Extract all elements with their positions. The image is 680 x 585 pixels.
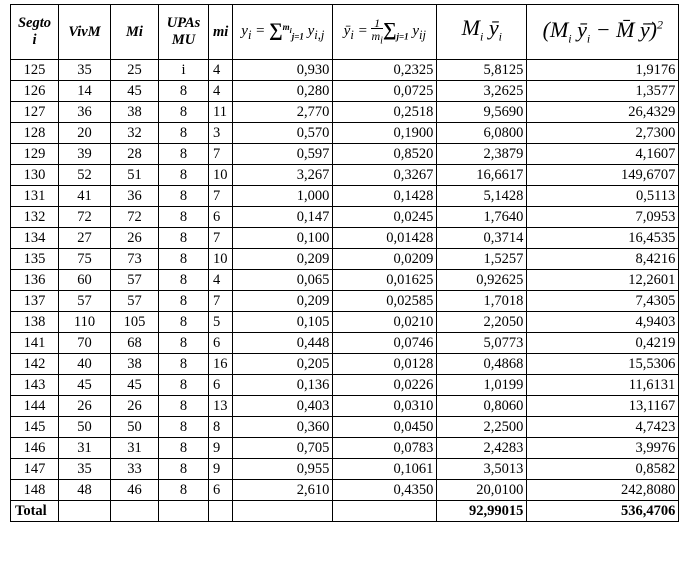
- cell-ybar: 0,1061: [333, 459, 437, 480]
- cell-y-sum: 0,403: [233, 396, 333, 417]
- cell-squared-deviation: 0,5113: [527, 186, 679, 207]
- cell-squared-deviation: 15,5306: [527, 354, 679, 375]
- cell-ybar: 0,8520: [333, 144, 437, 165]
- cell-upas: 8: [159, 417, 209, 438]
- cell-squared-deviation: 26,4329: [527, 102, 679, 123]
- cell-m: 8: [209, 417, 233, 438]
- cell-ybar: 0,0226: [333, 375, 437, 396]
- cell-ybar: 0,01625: [333, 270, 437, 291]
- cell-vivm: 27: [59, 228, 111, 249]
- table-row: [11, 186, 679, 207]
- cell-squared-deviation: 13,1167: [527, 396, 679, 417]
- cell-vivm: 20: [59, 123, 111, 144]
- cell-y-sum: 2,610: [233, 480, 333, 501]
- cell-squared-deviation: 7,0953: [527, 207, 679, 228]
- cell-y-sum: 0,147: [233, 207, 333, 228]
- cell-ybar: 0,0128: [333, 354, 437, 375]
- cell-squared-deviation: 0,8582: [527, 459, 679, 480]
- cell-squared-deviation: 4,9403: [527, 312, 679, 333]
- cell-mi-ybar: 16,6617: [437, 165, 527, 186]
- cell-mi-ybar: 1,7018: [437, 291, 527, 312]
- cell-mi: 46: [111, 480, 159, 501]
- cell-y-sum: 0,597: [233, 144, 333, 165]
- table-row: [11, 123, 679, 144]
- header-vivm: VivM: [59, 5, 111, 60]
- table-row: [11, 459, 679, 480]
- cell-segto: 136: [11, 270, 59, 291]
- cell-upas: 8: [159, 396, 209, 417]
- cell-ybar: 0,0725: [333, 81, 437, 102]
- cell-segto: 128: [11, 123, 59, 144]
- cell-mi: 105: [111, 312, 159, 333]
- header-upas: UPAs MU: [159, 5, 209, 60]
- cell-segto: 132: [11, 207, 59, 228]
- cell-mi: 26: [111, 228, 159, 249]
- cell-vivm: 70: [59, 333, 111, 354]
- cell-segto: 147: [11, 459, 59, 480]
- cell-y-sum: 0,570: [233, 123, 333, 144]
- cell-m: 6: [209, 207, 233, 228]
- cell-ybar: 0,0783: [333, 438, 437, 459]
- cell-upas: 8: [159, 249, 209, 270]
- cell-mi: 32: [111, 123, 159, 144]
- cell-upas: 8: [159, 102, 209, 123]
- cell-y-sum: 0,136: [233, 375, 333, 396]
- cell-segto: 143: [11, 375, 59, 396]
- cell-ybar: 0,01428: [333, 228, 437, 249]
- cell-upas: i: [159, 60, 209, 81]
- cell-segto: 148: [11, 480, 59, 501]
- data-table: [10, 4, 679, 522]
- table-row: [11, 102, 679, 123]
- cell-ybar: 0,1900: [333, 123, 437, 144]
- cell-vivm: 36: [59, 102, 111, 123]
- cell-vivm: 40: [59, 354, 111, 375]
- cell-vivm: 41: [59, 186, 111, 207]
- cell-m: 7: [209, 186, 233, 207]
- cell-segto: 145: [11, 417, 59, 438]
- table-row: [11, 312, 679, 333]
- cell-ybar: 0,0210: [333, 312, 437, 333]
- cell-vivm: 57: [59, 291, 111, 312]
- cell-m: 4: [209, 81, 233, 102]
- cell-mi-ybar: 5,0773: [437, 333, 527, 354]
- cell-mi-ybar: 5,8125: [437, 60, 527, 81]
- cell-y-sum: 0,280: [233, 81, 333, 102]
- cell-ybar: 0,0310: [333, 396, 437, 417]
- cell-vivm: 72: [59, 207, 111, 228]
- cell-ybar: 0,2518: [333, 102, 437, 123]
- header-mi: Mi: [111, 5, 159, 60]
- cell-segto: 137: [11, 291, 59, 312]
- cell-squared-deviation: 8,4216: [527, 249, 679, 270]
- cell-mi: 33: [111, 459, 159, 480]
- cell-mi: 38: [111, 102, 159, 123]
- cell-m: 10: [209, 249, 233, 270]
- table-row: [11, 144, 679, 165]
- cell-segto: 131: [11, 186, 59, 207]
- cell-upas: 8: [159, 207, 209, 228]
- cell-segto: 146: [11, 438, 59, 459]
- cell-ybar: 0,1428: [333, 186, 437, 207]
- cell-mi-ybar: 1,7640: [437, 207, 527, 228]
- header-y-sum: $y_i = \sum^{m_i}_{j=1}$ $y_{i,j}$: [233, 5, 333, 60]
- cell-mi: 45: [111, 81, 159, 102]
- cell-mi: 25: [111, 60, 159, 81]
- table-row: [11, 291, 679, 312]
- cell-m: 10: [209, 165, 233, 186]
- cell-vivm: 14: [59, 81, 111, 102]
- cell-vivm: 45: [59, 375, 111, 396]
- cell-m: 4: [209, 60, 233, 81]
- cell-mi-ybar: 2,3879: [437, 144, 527, 165]
- cell-m: 3: [209, 123, 233, 144]
- cell-y-sum: 0,100: [233, 228, 333, 249]
- cell-squared-deviation: 0,4219: [527, 333, 679, 354]
- cell-mi-ybar: 9,5690: [437, 102, 527, 123]
- cell-mi: 28: [111, 144, 159, 165]
- cell-upas: 8: [159, 459, 209, 480]
- cell-segto: 142: [11, 354, 59, 375]
- cell-vivm: 48: [59, 480, 111, 501]
- cell-upas: 8: [159, 81, 209, 102]
- cell-m: 16: [209, 354, 233, 375]
- cell-m: 9: [209, 438, 233, 459]
- cell-y-sum: 0,205: [233, 354, 333, 375]
- cell-upas: 8: [159, 123, 209, 144]
- cell-y-sum: 0,705: [233, 438, 333, 459]
- table-row: [11, 417, 679, 438]
- cell-y-sum: 0,209: [233, 291, 333, 312]
- cell-vivm: 39: [59, 144, 111, 165]
- cell-ybar: 0,4350: [333, 480, 437, 501]
- cell-mi-ybar: 2,2500: [437, 417, 527, 438]
- table-row: [11, 165, 679, 186]
- cell-m: 7: [209, 228, 233, 249]
- cell-segto: 134: [11, 228, 59, 249]
- cell-mi: 57: [111, 270, 159, 291]
- cell-mi-ybar: 5,1428: [437, 186, 527, 207]
- table-row: [11, 333, 679, 354]
- table-row: [11, 396, 679, 417]
- cell-segto: 135: [11, 249, 59, 270]
- cell-segto: 138: [11, 312, 59, 333]
- cell-squared-deviation: 4,1607: [527, 144, 679, 165]
- cell-mi: 57: [111, 291, 159, 312]
- cell-m: 13: [209, 396, 233, 417]
- header-ybar: $ȳ_i = \frac{1}{m_i}\sum_{j=1}$ $y_{ij}$: [333, 5, 437, 60]
- cell-y-sum: 0,930: [233, 60, 333, 81]
- cell-ybar: 0,0209: [333, 249, 437, 270]
- cell-squared-deviation: 16,4535: [527, 228, 679, 249]
- cell-mi: 38: [111, 354, 159, 375]
- cell-y-sum: 0,955: [233, 459, 333, 480]
- cell-squared-deviation: 2,7300: [527, 123, 679, 144]
- cell-upas: 8: [159, 228, 209, 249]
- cell-y-sum: 0,448: [233, 333, 333, 354]
- cell-m: 6: [209, 480, 233, 501]
- cell-vivm: 75: [59, 249, 111, 270]
- cell-m: 6: [209, 333, 233, 354]
- cell-y-sum: 0,105: [233, 312, 333, 333]
- total-squared-deviation: 536,4706: [527, 501, 679, 522]
- cell-y-sum: 2,770: [233, 102, 333, 123]
- header-m-small: mi: [209, 5, 233, 60]
- table-row: [11, 375, 679, 396]
- cell-upas: 8: [159, 480, 209, 501]
- cell-mi: 26: [111, 396, 159, 417]
- cell-mi: 51: [111, 165, 159, 186]
- cell-m: 4: [209, 270, 233, 291]
- cell-ybar: 0,0245: [333, 207, 437, 228]
- cell-segto: 141: [11, 333, 59, 354]
- table-row: [11, 207, 679, 228]
- cell-upas: 8: [159, 186, 209, 207]
- cell-mi-ybar: 0,8060: [437, 396, 527, 417]
- cell-m: 7: [209, 291, 233, 312]
- cell-squared-deviation: 1,3577: [527, 81, 679, 102]
- cell-ybar: 0,02585: [333, 291, 437, 312]
- cell-squared-deviation: 1,9176: [527, 60, 679, 81]
- total-mi-ybar: 92,99015: [437, 501, 527, 522]
- header-squared-deviation: ($M_i$ $ȳ_i$ − M̄ ȳ̄)$^2$: [527, 5, 679, 60]
- cell-mi: 73: [111, 249, 159, 270]
- cell-y-sum: 0,360: [233, 417, 333, 438]
- header-mi-ybar: $M_i$ $ȳ_i$: [437, 5, 527, 60]
- cell-ybar: 0,0450: [333, 417, 437, 438]
- cell-upas: 8: [159, 312, 209, 333]
- table-row: [11, 60, 679, 81]
- table-row: [11, 249, 679, 270]
- cell-vivm: 50: [59, 417, 111, 438]
- cell-segto: 144: [11, 396, 59, 417]
- cell-y-sum: 1,000: [233, 186, 333, 207]
- cell-y-sum: 0,065: [233, 270, 333, 291]
- cell-mi: 45: [111, 375, 159, 396]
- cell-mi-ybar: 0,3714: [437, 228, 527, 249]
- cell-squared-deviation: 11,6131: [527, 375, 679, 396]
- cell-squared-deviation: 4,7423: [527, 417, 679, 438]
- cell-mi-ybar: 2,4283: [437, 438, 527, 459]
- cell-segto: 125: [11, 60, 59, 81]
- cell-mi-ybar: 2,2050: [437, 312, 527, 333]
- cell-mi-ybar: 20,0100: [437, 480, 527, 501]
- cell-vivm: 35: [59, 60, 111, 81]
- cell-upas: 8: [159, 165, 209, 186]
- cell-mi-ybar: 1,0199: [437, 375, 527, 396]
- cell-m: 11: [209, 102, 233, 123]
- cell-mi-ybar: 0,92625: [437, 270, 527, 291]
- cell-segto: 130: [11, 165, 59, 186]
- cell-mi-ybar: 1,5257: [437, 249, 527, 270]
- cell-segto: 129: [11, 144, 59, 165]
- cell-m: 7: [209, 144, 233, 165]
- cell-upas: 8: [159, 270, 209, 291]
- cell-vivm: 26: [59, 396, 111, 417]
- cell-m: 9: [209, 459, 233, 480]
- cell-squared-deviation: 242,8080: [527, 480, 679, 501]
- cell-vivm: 35: [59, 459, 111, 480]
- cell-squared-deviation: 149,6707: [527, 165, 679, 186]
- cell-vivm: 110: [59, 312, 111, 333]
- cell-squared-deviation: 3,9976: [527, 438, 679, 459]
- cell-ybar: 0,0746: [333, 333, 437, 354]
- header-segto: Segto i: [11, 5, 59, 60]
- cell-squared-deviation: 7,4305: [527, 291, 679, 312]
- cell-upas: 8: [159, 291, 209, 312]
- cell-squared-deviation: 12,2601: [527, 270, 679, 291]
- cell-ybar: 0,3267: [333, 165, 437, 186]
- table-row: [11, 228, 679, 249]
- cell-upas: 8: [159, 333, 209, 354]
- cell-mi-ybar: 3,2625: [437, 81, 527, 102]
- cell-mi-ybar: 3,5013: [437, 459, 527, 480]
- cell-upas: 8: [159, 354, 209, 375]
- table-row: [11, 480, 679, 501]
- table-row: [11, 81, 679, 102]
- cell-vivm: 31: [59, 438, 111, 459]
- cell-segto: 127: [11, 102, 59, 123]
- cell-vivm: 52: [59, 165, 111, 186]
- cell-upas: 8: [159, 438, 209, 459]
- cell-upas: 8: [159, 375, 209, 396]
- cell-m: 6: [209, 375, 233, 396]
- table-row: [11, 354, 679, 375]
- cell-m: 5: [209, 312, 233, 333]
- cell-y-sum: 0,209: [233, 249, 333, 270]
- cell-upas: 8: [159, 144, 209, 165]
- cell-mi: 31: [111, 438, 159, 459]
- cell-mi-ybar: 6,0800: [437, 123, 527, 144]
- header-row: [11, 5, 679, 60]
- cell-mi: 36: [111, 186, 159, 207]
- table-row: [11, 270, 679, 291]
- cell-y-sum: 3,267: [233, 165, 333, 186]
- cell-vivm: 60: [59, 270, 111, 291]
- cell-ybar: 0,2325: [333, 60, 437, 81]
- cell-segto: 126: [11, 81, 59, 102]
- total-row: [11, 501, 679, 522]
- table-row: [11, 438, 679, 459]
- cell-mi: 72: [111, 207, 159, 228]
- total-label: Total: [11, 501, 59, 522]
- cell-mi: 68: [111, 333, 159, 354]
- cell-mi-ybar: 0,4868: [437, 354, 527, 375]
- cell-mi: 50: [111, 417, 159, 438]
